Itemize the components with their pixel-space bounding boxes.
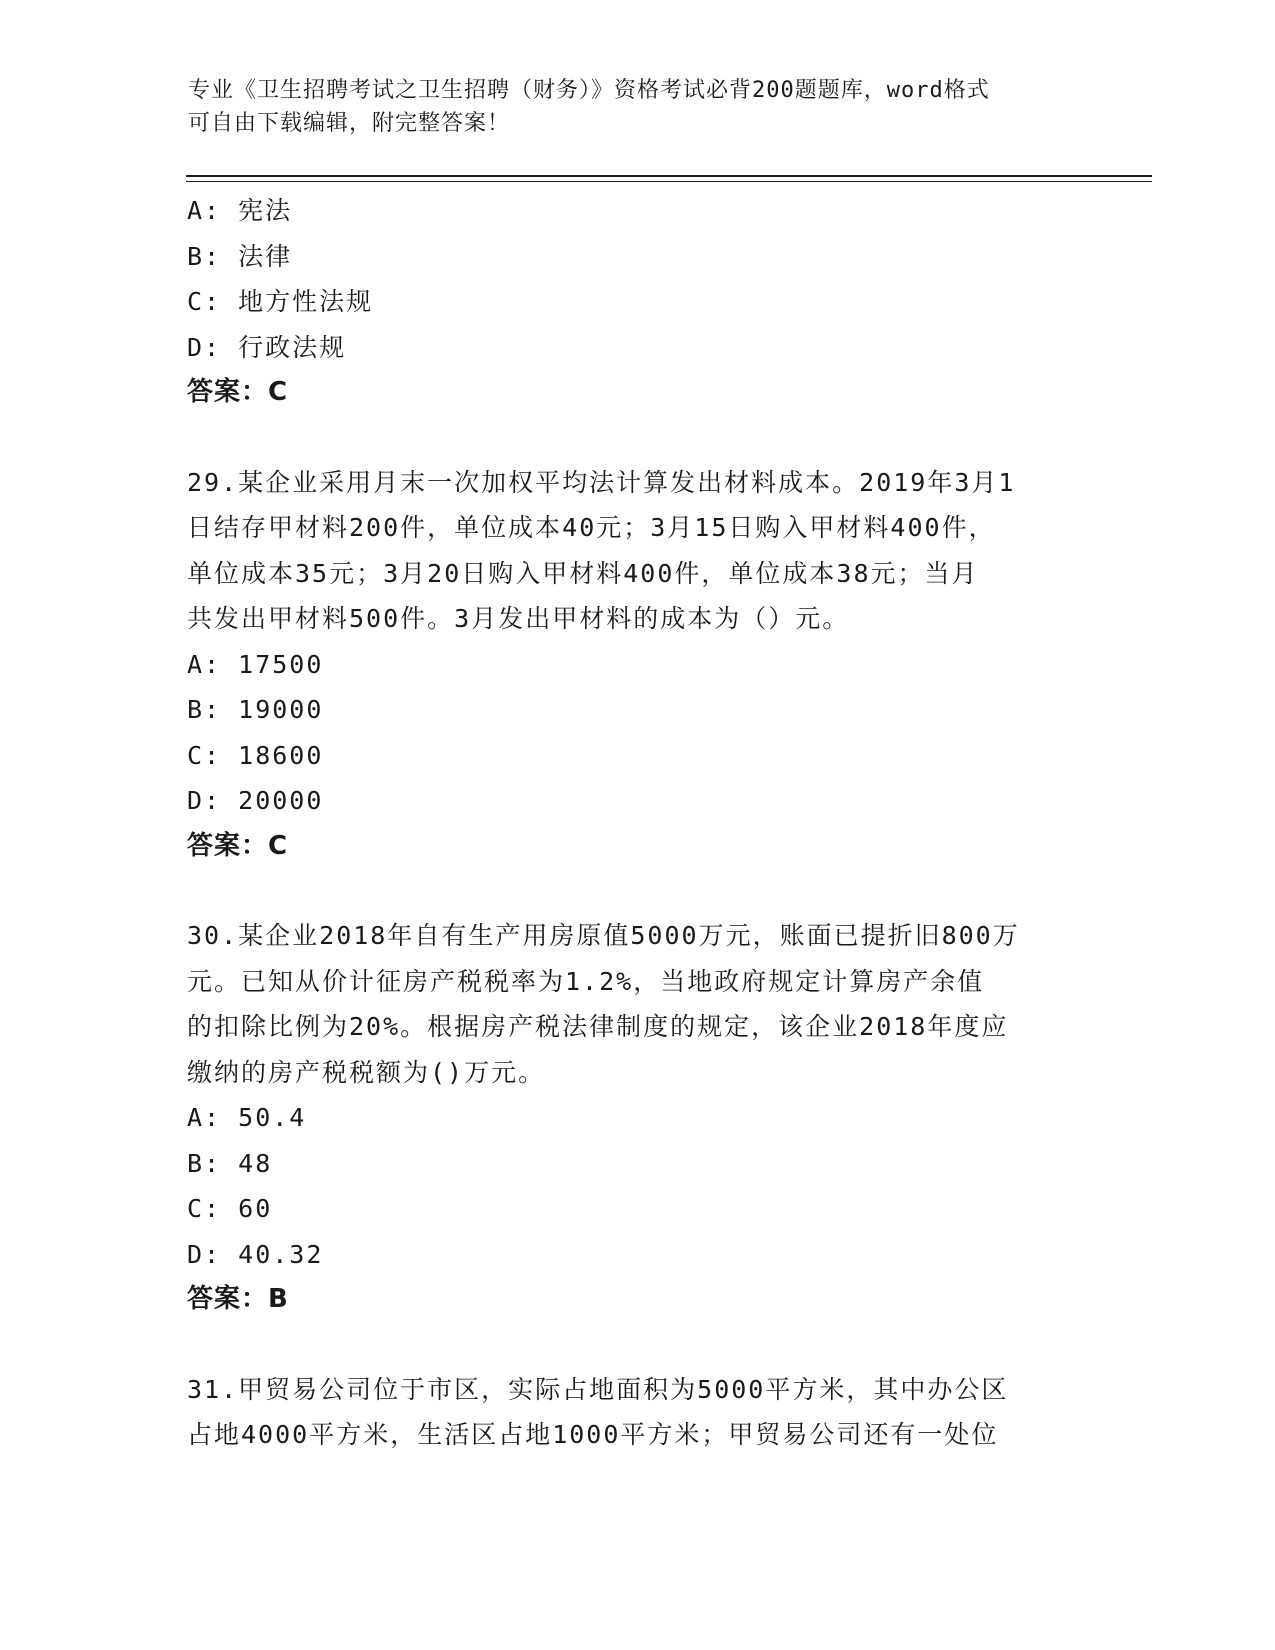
option-c: C: 地方性法规 — [187, 287, 374, 316]
answer: 答案：C — [187, 830, 289, 861]
option-c: C: 60 — [187, 1194, 273, 1223]
spacer — [187, 1323, 1087, 1367]
answer: 答案：C — [187, 377, 289, 407]
document-body — [187, 188, 1087, 1458]
question-text-line: 占地4000平方米，生活区占地1000平方米；甲贸易公司还有一处位 — [187, 1420, 999, 1449]
question-text-line: 缴纳的房产税税额为()万元。 — [187, 1057, 546, 1087]
question-text-line: 共发出甲材料500件。3月发出甲材料的成本为（）元。 — [187, 604, 850, 633]
header-divider-thick — [186, 175, 1152, 177]
option-b: B: 19000 — [187, 695, 324, 724]
option-d: D: 20000 — [187, 786, 324, 815]
question-31 — [187, 1367, 1087, 1458]
spacer — [187, 869, 1087, 913]
question-29 — [187, 460, 1087, 870]
answer: 答案：B — [187, 1284, 289, 1314]
option-b: B: 法律 — [187, 241, 293, 271]
question-text-line: 30.某企业2018年自有生产用房原值5000万元，账面已提折旧800万 — [187, 921, 1020, 950]
option-d: D: 40.32 — [187, 1239, 324, 1269]
header-line-2: 可自由下载编辑，附完整答案！ — [188, 111, 511, 136]
option-a: A: 17500 — [187, 649, 324, 679]
option-b: B: 48 — [187, 1148, 273, 1178]
question-text-line: 31.甲贸易公司位于市区，实际占地面积为5000平方米，其中办公区 — [187, 1374, 1009, 1404]
option-d: D: 行政法规 — [187, 332, 347, 362]
header-line-1: 专业《卫生招聘考试之卫生招聘（财务）》资格考试必背200题题库，word格式 — [188, 78, 990, 103]
question-text-line: 元。已知从价计征房产税税率为1.2%，当地政府规定计算房产余值 — [187, 966, 985, 996]
question-28 — [187, 188, 1087, 416]
question-30 — [187, 913, 1087, 1323]
question-text-line: 单位成本35元；3月20日购入甲材料400件，单位成本38元；当月 — [187, 558, 979, 588]
option-a: A: 宪法 — [187, 196, 293, 225]
question-text-line: 29.某企业采用月末一次加权平均法计算发出材料成本。2019年3月1 — [187, 467, 1016, 497]
option-c: C: 18600 — [187, 740, 324, 770]
question-text-line: 日结存甲材料200件，单位成本40元；3月15日购入甲材料400件， — [187, 513, 996, 542]
spacer — [187, 416, 1087, 460]
option-a: A: 50.4 — [187, 1103, 307, 1132]
header-divider-thin — [186, 181, 1152, 182]
document-header — [188, 74, 1088, 140]
question-text-line: 的扣除比例为20%。根据房产税法律制度的规定，该企业2018年度应 — [187, 1012, 1009, 1041]
